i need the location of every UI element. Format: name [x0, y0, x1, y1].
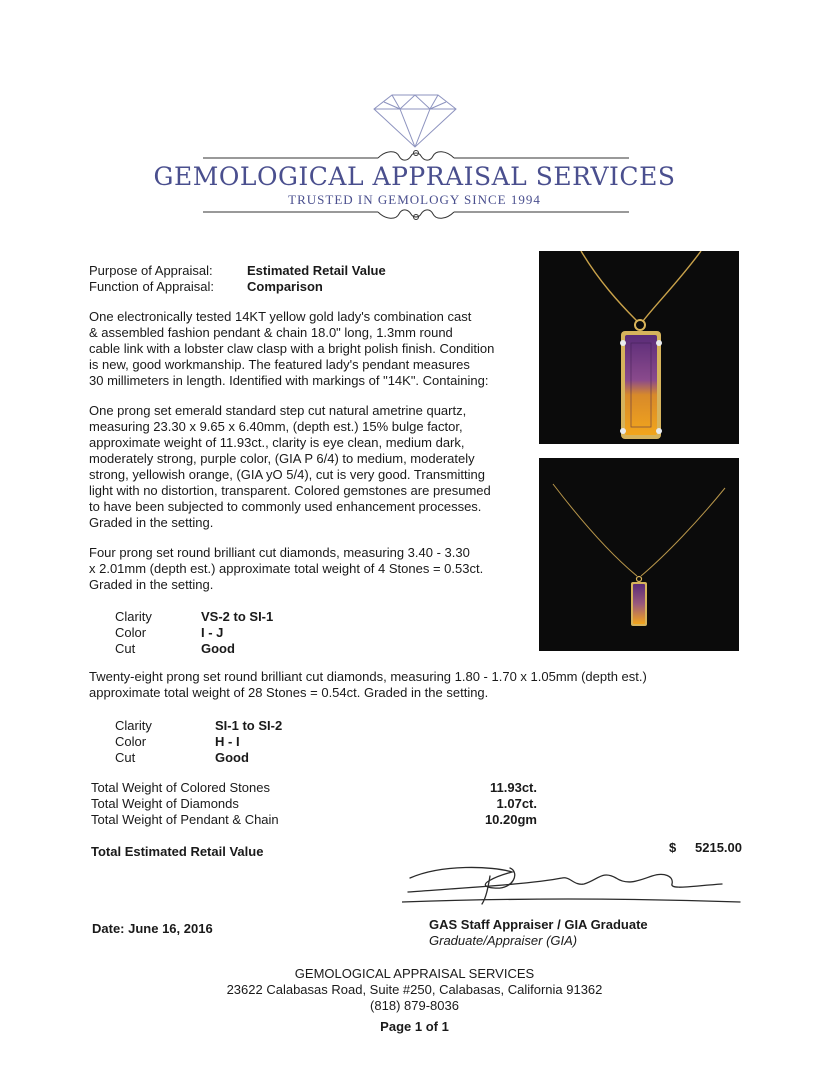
- currency-symbol: $: [669, 840, 677, 855]
- item-description: One electronically tested 14KT yellow gold lady's combination cast & assembled fashion pendant & chain 18.0" long, 1.3mm round cable link with a lobster claw clasp with a bright polish finish. Condition is new, good workmanship. The featured lady's pendant measures 30 millimeters in length. Identified with markings of "14K". Containing:: [89, 309, 495, 388]
- page-number: Page 1 of 1: [380, 1019, 449, 1034]
- total-value: 1.07ct.: [496, 796, 537, 811]
- total-label: Total Weight of Pendant & Chain: [91, 812, 279, 827]
- footer-company: GEMOLOGICAL APPRAISAL SERVICES: [294, 966, 535, 981]
- center-stone-description: One prong set emerald standard step cut natural ametrine quartz, measuring 23.30 x 9.65 x 6.40mm, (depth est.) 15% bulge factor, approximate weight of 11.93ct., clarity is eye clean, medium dark, moderately strong, purple color, (GIA P 6/4) to medium, moderately strong, yellowish orange, (GIA yO 5/4), cut is very good. Transmitting light with no distortion, transparent. Colored gemstones are presumed to have been subjected to commonly used enhancement processes. Graded in the setting.: [89, 403, 491, 530]
- retail-value-label: Total Estimated Retail Value: [91, 844, 264, 859]
- grade-label: Color: [115, 734, 147, 749]
- company-tagline: TRUSTED IN GEMOLOGY SINCE 1994: [288, 192, 541, 207]
- grade-label: Color: [115, 625, 147, 640]
- footer-phone: (818) 879-8036: [370, 998, 459, 1013]
- grade-label: Cut: [115, 641, 136, 656]
- pendant-closeup-photo: [539, 251, 739, 444]
- appraiser-subtitle: Graduate/Appraiser (GIA): [429, 933, 578, 948]
- total-value: 11.93ct.: [490, 780, 537, 795]
- purpose-label: Purpose of Appraisal:: [89, 263, 213, 278]
- function-value: Comparison: [247, 279, 323, 294]
- total-label: Total Weight of Diamonds: [91, 796, 239, 811]
- grade-label: Clarity: [115, 609, 152, 624]
- grade-value: I - J: [201, 625, 224, 640]
- company-name: GEMOLOGICAL APPRAISAL SERVICES: [153, 162, 676, 191]
- function-label: Function of Appraisal:: [89, 279, 215, 294]
- total-label: Total Weight of Colored Stones: [91, 780, 270, 795]
- diamond-icon: [370, 93, 460, 149]
- pendant-chain-photo: [539, 458, 739, 651]
- appraiser-title: GAS Staff Appraiser / GIA Graduate: [429, 917, 648, 932]
- grade-value: H - I: [215, 734, 240, 749]
- footer-address: 23622 Calabasas Road, Suite #250, Calabasas, California 91362: [226, 982, 603, 997]
- total-value: 10.20gm: [484, 812, 537, 827]
- grade-label: Cut: [115, 750, 136, 765]
- grade-value: SI-1 to SI-2: [215, 718, 283, 733]
- purpose-value: Estimated Retail Value: [247, 263, 386, 278]
- retail-value-amount: 5215.00: [695, 840, 742, 855]
- grade-value: Good: [201, 641, 235, 656]
- grade-value: Good: [215, 750, 249, 765]
- bottom-ornament-divider: [203, 206, 629, 222]
- grade-value: VS-2 to SI-1: [201, 609, 274, 624]
- diamonds-group2-description: Twenty-eight prong set round brilliant cut diamonds, measuring 1.80 - 1.70 x 1.05mm (depth est.) approximate total weight of 28 Stones = 0.54ct. Graded in the setting.: [89, 669, 647, 700]
- appraisal-date: Date: June 16, 2016: [92, 921, 213, 936]
- diamonds-group1-description: Four prong set round brilliant cut diamonds, measuring 3.40 - 3.30 x 2.01mm (depth est.) approximate total weight of 4 Stones = 0.53ct. Graded in the setting.: [89, 545, 484, 592]
- appraiser-signature: [402, 858, 742, 908]
- grade-label: Clarity: [115, 718, 152, 733]
